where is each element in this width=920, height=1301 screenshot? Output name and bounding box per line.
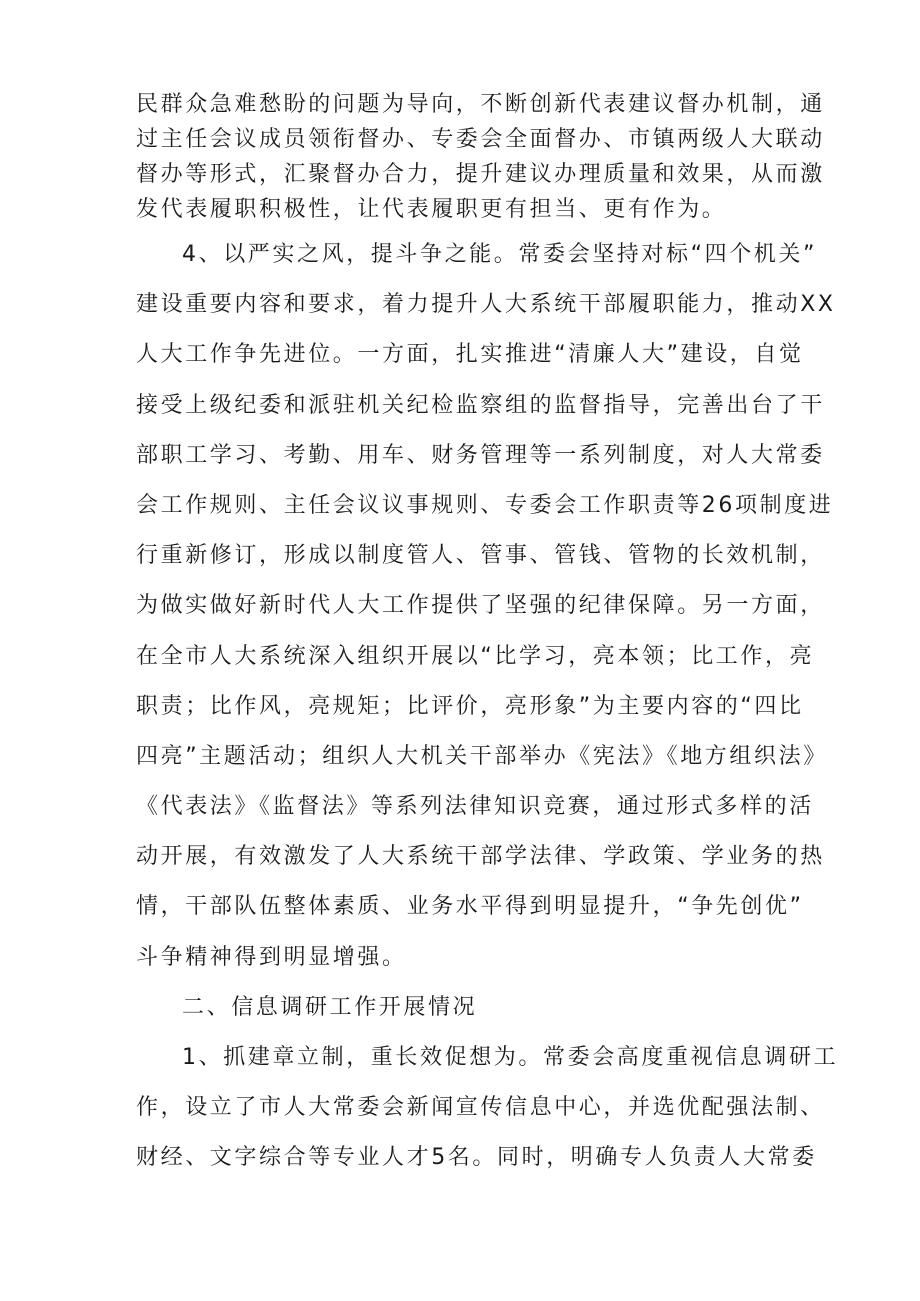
text-line: 接受上级纪委和派驻机关纪检监察组的监督指导，完善出台了干 (136, 392, 825, 418)
text-line: 会工作规则、主任会议议事规则、专委会工作职责等26项制度进 (136, 492, 834, 518)
text-line: 行重新修订，形成以制度管人、管事、管钱、管物的长效机制， (136, 543, 825, 569)
text-line: 在全市人大系统深入组织开展以“比学习，亮本领；比工作，亮 (136, 643, 815, 669)
text-line: 作，设立了市人大常委会新闻宣传信息中心，并选优配强法制、 (136, 1095, 825, 1121)
text-line: 督办等形式，汇聚督办合力，提升建议办理质量和效果，从而激 (136, 162, 825, 187)
paragraph-continuation (136, 87, 825, 227)
text-line: 四亮”主题活动；组织人大机关干部举办《宪法》《地方组织法》 (136, 743, 828, 769)
text-line: 动开展，有效激发了人大系统干部学法律、学政策、学业务的热 (136, 844, 825, 870)
text-line: 4、以严实之风，提斗争之能。常委会坚持对标“四个机关” (182, 242, 817, 267)
text-line: 斗争精神得到明显增强。 (136, 944, 407, 970)
text-line: 《代表法》《监督法》等系列法律知识竞赛，通过形式多样的活 (136, 794, 814, 820)
text-line: 情，干部队伍整体素质、业务水平得到明显提升，“争先创优” (136, 894, 804, 920)
text-line: 财经、文字综合等专业人才5名。同时，明确专人负责人大常委 (136, 1145, 817, 1171)
text-line: 发代表履职积极性，让代表履职更有担当、更有作为。 (136, 197, 727, 222)
text-line: 1、抓建章立制，重长效促想为。常委会高度重视信息调研工 (182, 1045, 839, 1070)
text-line: 部职工学习、考勤、用车、财务管理等一系列制度，对人大常委 (136, 442, 825, 468)
text-line: 过主任会议成员领衔督办、专委会全面督办、市镇两级人大联动 (136, 127, 825, 152)
section-heading: 二、信息调研工作开展情况 (182, 994, 478, 1020)
text-line: 民群众急难愁盼的问题为导向，不断创新代表建议督办机制，通 (136, 92, 825, 117)
text-line: 职责；比作风，亮规矩；比评价，亮形象”为主要内容的“四比 (136, 693, 804, 719)
paragraph-body (136, 230, 839, 1184)
text-line: 为做实做好新时代人大工作提供了坚强的纪律保障。另一方面， (136, 593, 825, 619)
text-line: 建设重要内容和要求，着力提升人大系统干部履职能力，推动XX (136, 292, 836, 318)
text-line: 人大工作争先进位。一方面，扎实推进“清廉人大”建设，自觉 (136, 342, 804, 368)
